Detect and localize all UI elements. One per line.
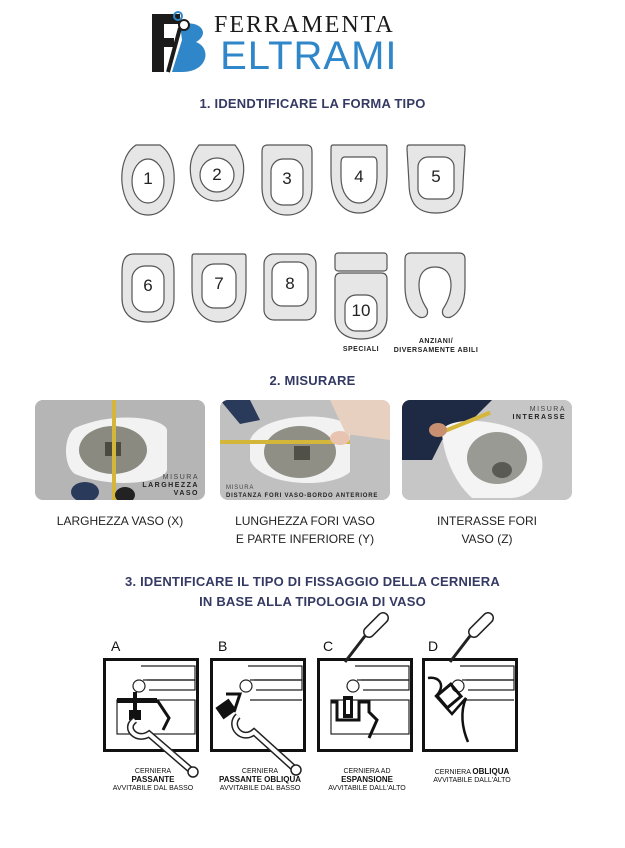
- hinge-a: A: [103, 636, 203, 766]
- shape-caption-anziani: ANZIANI/ DIVERSAMENTE ABILI: [393, 338, 479, 354]
- hinge-d-caption: CERNIERA OBLIQUA AVVITABILE DALL'ALTO: [433, 767, 511, 784]
- section1-title: 1. IDENDTIFICARE LA FORMA TIPO: [199, 96, 426, 111]
- photo-interasse: MISURA INTERASSE: [402, 400, 572, 500]
- shape-5: 5: [405, 143, 467, 215]
- hinge-d: D: [422, 636, 522, 766]
- section3-title-line2: IN BASE ALLA TIPOLOGIA DI VASO: [199, 594, 426, 609]
- shape-1: 1: [120, 143, 176, 217]
- section3-title-line1: 3. IDENTIFICARE IL TIPO DI FISSAGGIO DELLA CERNIERA: [125, 574, 500, 589]
- photo-lunghezza-fori: MISURA DISTANZA FORI VASO-BORDO ANTERIORE: [220, 400, 390, 500]
- brand-logo: [150, 10, 450, 76]
- caption-larghezza: LARGHEZZA VASO (X): [56, 514, 184, 528]
- hinge-b-caption: CERNIERA PASSANTE OBLIQUA AVVITABILE DAL BASSO: [218, 768, 302, 792]
- shape-7: 7: [190, 252, 248, 324]
- shape-2: 2: [189, 143, 245, 203]
- shape-4: 4: [329, 143, 389, 215]
- caption-interasse: INTERASSE FORI VASO (Z): [436, 514, 537, 546]
- shape-caption-speciali: SPECIALI: [342, 346, 380, 353]
- section2-title: 2. MISURARE: [269, 373, 356, 388]
- shape-open-front: [403, 251, 467, 321]
- hinge-c-caption: CERNIERA AD ESPANSIONE AVVITABILE DALL'ALTO: [328, 768, 406, 792]
- wrench-logo-icon: [150, 10, 210, 74]
- hinge-a-caption: CERNIERA PASSANTE AVVITABILE DAL BASSO: [112, 768, 194, 792]
- photo-larghezza-vaso: MISURA LARGHEZZA VASO: [35, 400, 205, 500]
- hinge-b: B: [210, 636, 310, 766]
- shape-6: 6: [120, 252, 176, 324]
- shape-8: 8: [262, 252, 318, 324]
- logo-bottom-text: ELTRAMI: [220, 34, 398, 78]
- hinge-c: C: [317, 636, 417, 766]
- caption-lunghezza: LUNGHEZZA FORI VASO E PARTE INFERIORE (Y): [235, 514, 375, 546]
- logo-top-text: FERRAMENTA: [214, 12, 395, 38]
- shape-3: 3: [260, 143, 314, 217]
- shape-10-special: 10: [333, 251, 389, 341]
